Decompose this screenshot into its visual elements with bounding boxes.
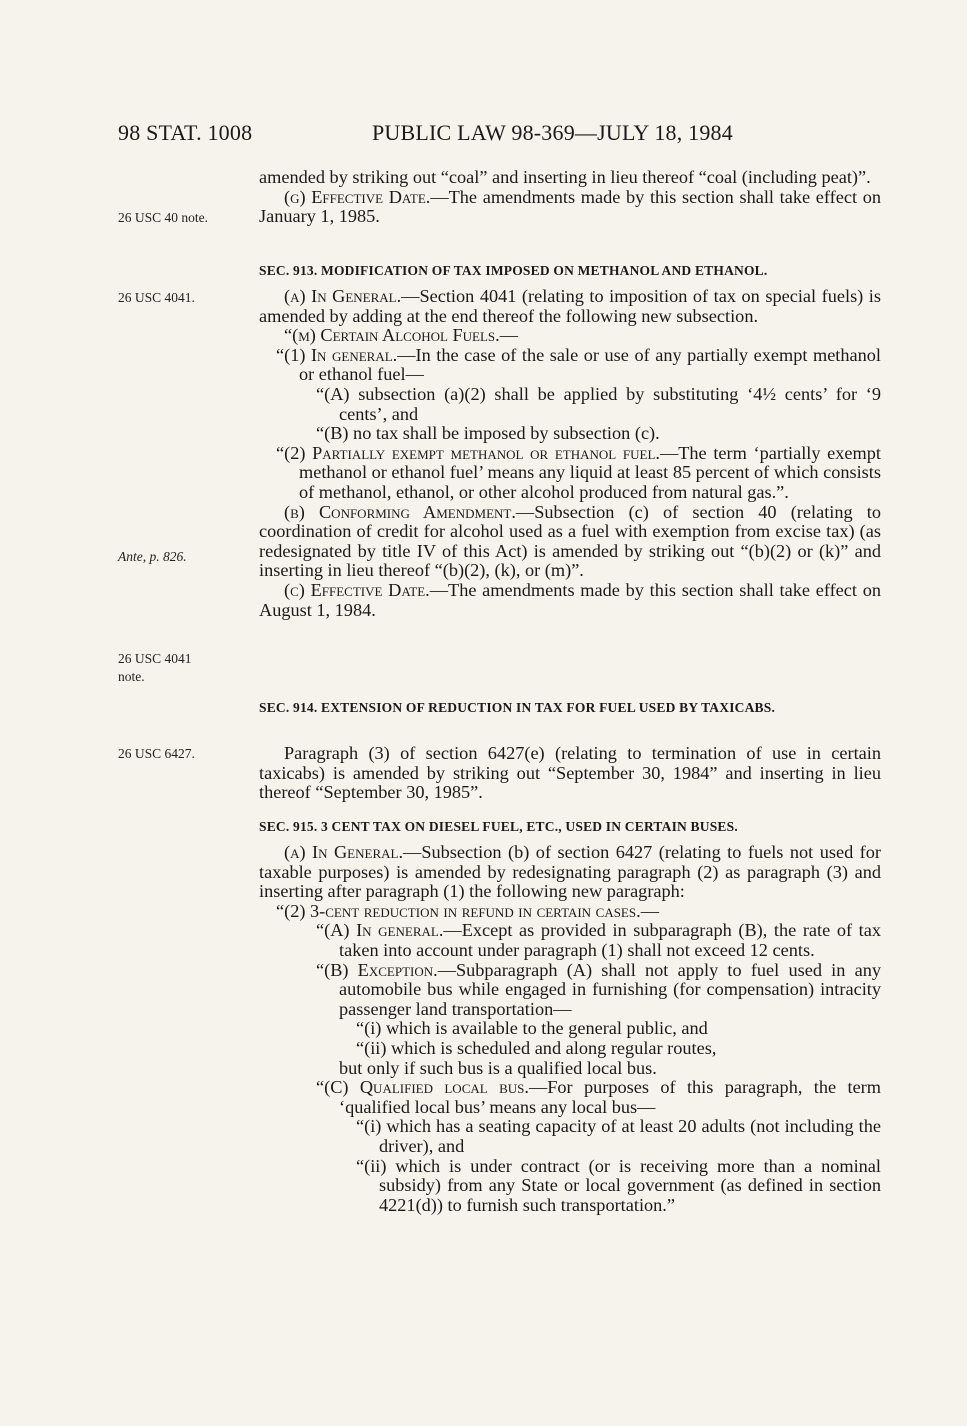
paragraph: “(ii) which is under contract (or is receiving more than a nominal subsidy) from any State or local government (as defined in section 4221(d)) to furnish such transportation.” (356, 1155, 881, 1215)
section-heading: SEC. 914. EXTENSION OF REDUCTION IN TAX FOR FUEL USED BY TAXICABS. (259, 700, 776, 715)
paragraph: “(C) Qualified local bus.—For purposes of this paragraph, the term ‘qualified local bus’ means any local bus— (316, 1077, 881, 1117)
text-block (259, 168, 881, 227)
paragraph: (a) In General.—Section 4041 (relating to imposition of tax on special fuels) is amended by adding at the end thereof the following new subsection. (259, 286, 881, 326)
paragraph: but only if such bus is a qualified local bus. (339, 1057, 657, 1078)
margin-note: 26 USC 6427. (118, 746, 195, 761)
text-block (259, 843, 881, 1215)
paragraph: “(A) In general.—Except as provided in subparagraph (B), the rate of tax taken into account under paragraph (1) shall not exceed 12 cents. (316, 920, 881, 960)
paragraph: Paragraph (3) of section 6427(e) (relating to termination of use in certain taxicabs) is amended by striking out “September 30, 1984” and inserting in lieu thereof “September 30, 1985”. (259, 743, 881, 803)
paragraph: “(i) which has a seating capacity of at least 20 adults (not including the driver), and (356, 1116, 881, 1156)
section-heading: SEC. 915. 3 CENT TAX ON DIESEL FUEL, ETC., USED IN CERTAIN BUSES. (259, 819, 738, 834)
paragraph: “(1) In general.—In the case of the sale or use of any partially exempt methanol or ethanol fuel— (276, 344, 881, 385)
paragraph: “(B) no tax shall be imposed by subsection (c). (316, 423, 660, 444)
paragraph: amended by striking out “coal” and inserting in lieu thereof “coal (including peat)”. (259, 167, 871, 187)
paragraph: (g) Effective Date.—The amendments made by this section shall take effect on January 1, 1985. (259, 186, 881, 227)
paragraph: (a) In General.—Subsection (b) of section 6427 (relating to fuels not used for taxable purposes) is amended by redesignating paragraph (2) as paragraph (3) and inserting after paragraph (1) the following new paragraph: (259, 842, 881, 902)
paragraph: “(2) 3-cent reduction in refund in certain cases.— (276, 900, 659, 921)
page-stat-number: 98 STAT. 1008 (118, 120, 253, 145)
margin-note: 26 USC 40 note. (118, 210, 209, 225)
paragraph: (b) Conforming Amendment.—Subsection (c) of section 40 (relating to coordination of credit for alcohol used as a fuel with exemption from excise tax) (as redesignated by title IV of this Act) is amended by striking out “(b)(2) or (k)” and inserting in lieu thereof “(b)(2), (k), or (m)”. (259, 501, 881, 581)
paragraph: “(B) Exception.—Subparagraph (A) shall not apply to fuel used in any automobile bus while engaged in furnishing (for compensation) intracity passenger land transportation— (316, 959, 881, 1019)
paragraph: “(2) Partially exempt methanol or ethanol fuel.—The term ‘partially exempt methanol or ethanol fuel’ means any liquid at least 85 percent of which consists of methanol, ethanol, or other alcohol produced from natural gas.”. (276, 442, 881, 502)
paragraph: “(m) Certain Alcohol Fuels.— (284, 325, 519, 346)
margin-note: 26 USC 4041. (118, 290, 195, 305)
margin-note: 26 USC 4041 note. (118, 651, 192, 684)
paragraph: “(A) subsection (a)(2) shall be applied by substituting ‘4½ cents’ for ‘9 cents’, and (316, 383, 881, 424)
margin-note: Ante, p. 826. (118, 549, 187, 564)
text-block (259, 287, 881, 620)
text-block (259, 744, 881, 803)
paragraph: “(i) which is available to the general public, and (356, 1018, 708, 1039)
paragraph: “(ii) which is scheduled and along regular routes, (356, 1037, 717, 1058)
page-header-title: PUBLIC LAW 98-369—JULY 18, 1984 (372, 120, 733, 145)
paragraph: (c) Effective Date.—The amendments made by this section shall take effect on August 1, 1984. (259, 579, 881, 620)
section-heading: SEC. 913. MODIFICATION OF TAX IMPOSED ON METHANOL AND ETHANOL. (259, 263, 768, 278)
